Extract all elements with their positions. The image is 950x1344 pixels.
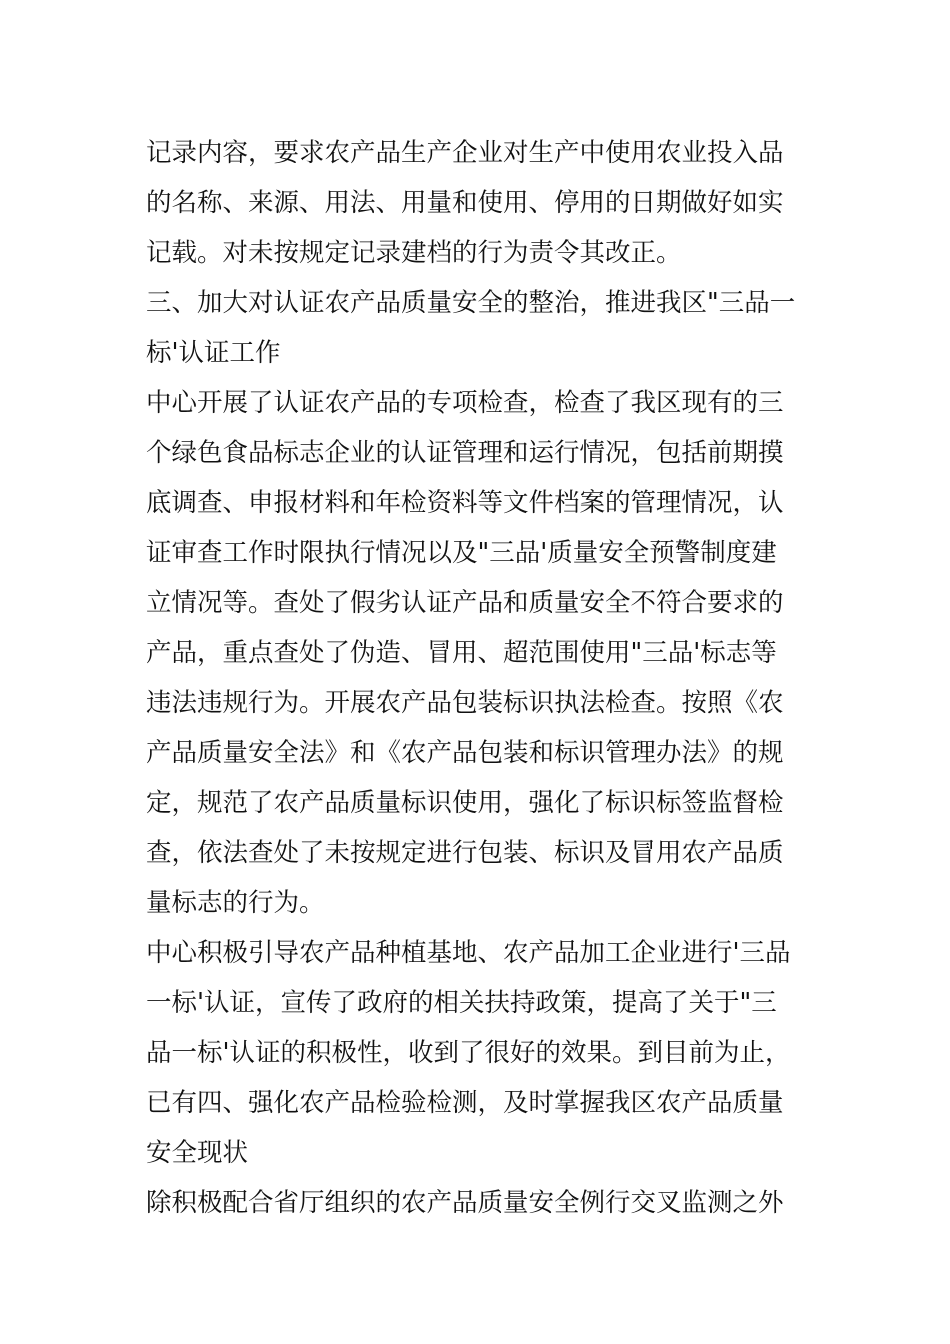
text-line: 查，依法查处了未按规定进行包装、标识及冒用农产品质: [146, 838, 784, 868]
text-line: 个绿色食品标志企业的认证管理和运行情况，包括前期摸: [146, 438, 784, 468]
text-line: 安全现状: [146, 1138, 249, 1168]
text-line: 证审查工作时限执行情况以及"三品'质量安全预警制度建: [146, 538, 777, 568]
document-body: [146, 128, 810, 1228]
text-line: 产品，重点查处了伪造、冒用、超范围使用"三品'标志等: [146, 638, 777, 668]
text-line: 中心开展了认证农产品的专项检查，检查了我区现有的三: [146, 388, 784, 418]
text-line: 违法违规行为。开展农产品包装标识执法检查。按照《农: [146, 688, 784, 718]
text-line: 定，规范了农产品质量标识使用，强化了标识标签监督检: [146, 788, 784, 818]
text-line: 除积极配合省厅组织的农产品质量安全例行交叉监测之外: [146, 1188, 784, 1218]
section-heading-line: 标'认证工作: [146, 338, 281, 368]
text-line: 已有四、强化农产品检验检测，及时掌握我区农产品质量: [146, 1088, 784, 1118]
text-line: 记录内容，要求农产品生产企业对生产中使用农业投入品: [146, 138, 784, 168]
text-line: 产品质量安全法》和《农产品包装和标识管理办法》的规: [146, 738, 784, 768]
text-line: 一标'认证，宣传了政府的相关扶持政策，提高了关于"三: [146, 988, 777, 1018]
text-line: 记载。对未按规定记录建档的行为责令其改正。: [146, 238, 682, 268]
text-line: 量标志的行为。: [146, 888, 325, 918]
text-line: 立情况等。查处了假劣认证产品和质量安全不符合要求的: [146, 588, 784, 618]
text-line: 底调查、申报材料和年检资料等文件档案的管理情况，认: [146, 488, 784, 518]
section-heading-line: 三、加大对认证农产品质量安全的整治，推进我区"三品一: [146, 288, 796, 318]
text-line: 中心积极引导农产品种植基地、农产品加工企业进行'三品: [146, 938, 791, 968]
text-line: 的名称、来源、用法、用量和使用、停用的日期做好如实: [146, 188, 784, 218]
text-line: 品一标'认证的积极性，收到了很好的效果。到目前为止，: [146, 1038, 791, 1068]
